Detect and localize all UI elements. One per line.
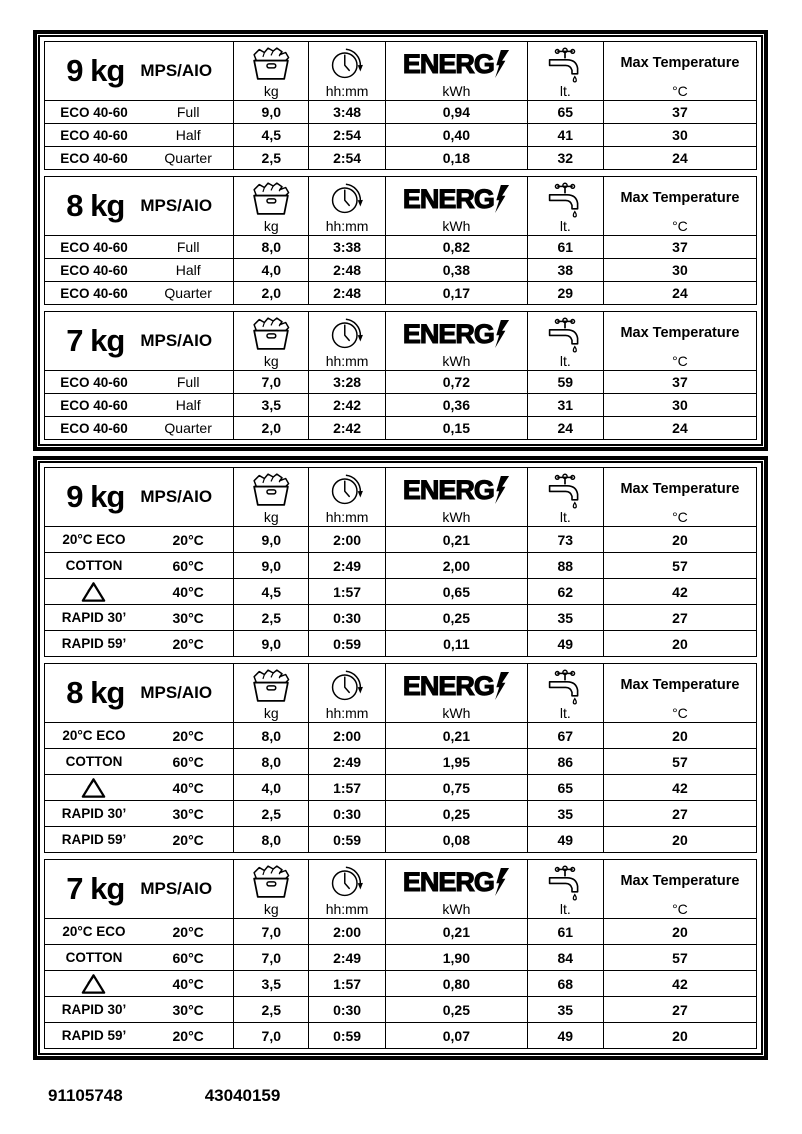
- time-value: 2:54: [309, 147, 386, 170]
- temp-unit-label: °C: [672, 218, 688, 234]
- energy-value: 1,95: [386, 749, 528, 775]
- water-unit-label: lt.: [559, 509, 571, 525]
- time-value: 2:49: [309, 749, 386, 775]
- footer-part-codes: [48, 1086, 280, 1106]
- energy-value: 0,21: [386, 723, 528, 749]
- water-value: 61: [527, 236, 603, 259]
- energy-logo: [403, 672, 510, 700]
- program-name: ECO 40-60: [60, 285, 128, 301]
- spec-table-7kg-eco: [44, 311, 757, 440]
- energy-value: 0,07: [386, 1023, 528, 1049]
- energy-unit-label: kWh: [442, 83, 471, 99]
- max-temperature-title: Max Temperature: [620, 676, 740, 693]
- temp-value: 27: [603, 997, 756, 1023]
- program-name: ECO 40-60: [60, 420, 128, 436]
- water-value: 35: [527, 801, 603, 827]
- time-unit-label: hh:mm: [325, 901, 369, 917]
- time-value: 2:48: [309, 259, 386, 282]
- temp-unit-label: °C: [672, 353, 688, 369]
- program-temperature: 20°C: [172, 1027, 204, 1044]
- water-unit-label: lt.: [559, 353, 571, 369]
- time-unit-label: hh:mm: [325, 353, 369, 369]
- water-unit-label: lt.: [559, 218, 571, 234]
- program-temperature: 40°C: [172, 583, 204, 600]
- energy-value: 0,21: [386, 527, 528, 553]
- energy-logo-text: ENERG: [402, 318, 494, 349]
- energy-lightning-bolt-icon: [495, 476, 510, 504]
- temp-value: 20: [603, 527, 756, 553]
- energy-logo-text: ENERG: [402, 183, 494, 214]
- water-value: 35: [527, 605, 603, 631]
- time-unit-label: hh:mm: [325, 218, 369, 234]
- program-name: ECO 40-60: [60, 374, 128, 390]
- table-row: [45, 775, 757, 801]
- clock-cycle-icon: [327, 469, 367, 509]
- table-row: [45, 749, 757, 775]
- load-value: 4,5: [234, 579, 309, 605]
- document-code-1: 91105748: [48, 1086, 123, 1105]
- program-name: RAPID 59’: [61, 636, 127, 651]
- energy-value: 0,15: [386, 417, 528, 440]
- energy-value: 0,72: [386, 371, 528, 394]
- program-name: COTTON: [65, 558, 123, 573]
- water-value: 84: [527, 945, 603, 971]
- time-value: 1:57: [309, 775, 386, 801]
- time-value: 0:59: [309, 631, 386, 657]
- energy-value: 0,36: [386, 394, 528, 417]
- triangle-wash-symbol-icon: [80, 972, 107, 996]
- table-row: [45, 282, 757, 305]
- energy-lightning-bolt-icon: [495, 50, 510, 78]
- program-name: ECO 40-60: [60, 150, 128, 166]
- energy-logo: [403, 476, 510, 504]
- table-row: [45, 259, 757, 282]
- water-value: 86: [527, 749, 603, 775]
- program-temperature: 20°C: [172, 635, 204, 652]
- temp-value: 27: [603, 605, 756, 631]
- water-tap-icon: [544, 667, 586, 705]
- load-value: 4,5: [234, 124, 309, 147]
- program-temperature: 60°C: [172, 753, 204, 770]
- energy-logo-text: ENERG: [402, 670, 494, 701]
- laundry-basket-icon: [249, 667, 293, 704]
- water-value: 29: [527, 282, 603, 305]
- program-name: 20°C ECO: [62, 728, 126, 743]
- program-temperature: 30°C: [172, 805, 204, 822]
- table-row: [45, 919, 757, 945]
- energy-value: 0,40: [386, 124, 528, 147]
- temp-value: 37: [603, 101, 756, 124]
- table-row: [45, 124, 757, 147]
- energy-unit-label: kWh: [442, 509, 471, 525]
- water-value: 88: [527, 553, 603, 579]
- load-value: 7,0: [234, 1023, 309, 1049]
- laundry-basket-icon: [249, 180, 293, 217]
- system-label: MPS/AIO: [140, 487, 213, 506]
- temp-value: 57: [603, 749, 756, 775]
- energy-value: 0,21: [386, 919, 528, 945]
- water-unit-label: lt.: [559, 901, 571, 917]
- program-temperature: 20°C: [172, 923, 204, 940]
- water-tap-icon: [544, 180, 586, 218]
- program-temperature: 40°C: [172, 779, 204, 796]
- section-header-row: [45, 860, 757, 919]
- program-temperature: 60°C: [172, 557, 204, 574]
- load-value: 9,0: [234, 101, 309, 124]
- program-variant: Quarter: [164, 285, 212, 301]
- energy-value: 0,18: [386, 147, 528, 170]
- temp-value: 20: [603, 919, 756, 945]
- time-value: 3:38: [309, 236, 386, 259]
- energy-value: 0,25: [386, 997, 528, 1023]
- table-row: [45, 801, 757, 827]
- triangle-wash-symbol-icon: [80, 580, 107, 604]
- table-row: [45, 553, 757, 579]
- load-value: 2,5: [234, 801, 309, 827]
- energy-logo: [403, 50, 510, 78]
- energy-value: 0,25: [386, 605, 528, 631]
- section-header-row: [45, 468, 757, 527]
- program-variant: Quarter: [164, 150, 212, 166]
- spec-table-7kg-programs: [44, 859, 757, 1049]
- spec-table-8kg-eco: [44, 176, 757, 305]
- temp-value: 24: [603, 147, 756, 170]
- water-unit-label: lt.: [559, 705, 571, 721]
- energy-value: 0,25: [386, 801, 528, 827]
- load-unit-label: kg: [263, 353, 279, 369]
- load-value: 9,0: [234, 553, 309, 579]
- time-value: 2:49: [309, 553, 386, 579]
- program-temperature: 20°C: [172, 531, 204, 548]
- table-row: [45, 371, 757, 394]
- program-variant: Full: [176, 104, 200, 120]
- temp-unit-label: °C: [672, 509, 688, 525]
- clock-cycle-icon: [327, 665, 367, 705]
- system-label: MPS/AIO: [140, 879, 213, 898]
- system-label: MPS/AIO: [140, 61, 213, 80]
- capacity-label: 8 kg: [66, 188, 125, 223]
- program-name: ECO 40-60: [60, 262, 128, 278]
- load-value: 9,0: [234, 631, 309, 657]
- water-value: 24: [527, 417, 603, 440]
- load-unit-label: kg: [263, 509, 279, 525]
- energy-lightning-bolt-icon: [495, 320, 510, 348]
- laundry-basket-icon: [249, 471, 293, 508]
- triangle-wash-symbol-icon: [80, 776, 107, 800]
- load-value: 8,0: [234, 827, 309, 853]
- time-unit-label: hh:mm: [325, 83, 369, 99]
- eco-programs-block: [33, 30, 768, 451]
- time-value: 2:49: [309, 945, 386, 971]
- table-row: [45, 723, 757, 749]
- temp-unit-label: °C: [672, 83, 688, 99]
- time-value: 2:42: [309, 394, 386, 417]
- table-row: [45, 945, 757, 971]
- load-value: 3,5: [234, 394, 309, 417]
- load-value: 8,0: [234, 749, 309, 775]
- temp-value: 42: [603, 971, 756, 997]
- energy-value: 0,94: [386, 101, 528, 124]
- time-value: 0:30: [309, 997, 386, 1023]
- water-tap-icon: [544, 315, 586, 353]
- load-value: 8,0: [234, 236, 309, 259]
- max-temperature-title: Max Temperature: [620, 189, 740, 206]
- temp-value: 42: [603, 775, 756, 801]
- load-value: 9,0: [234, 527, 309, 553]
- load-value: 2,5: [234, 997, 309, 1023]
- water-value: 65: [527, 775, 603, 801]
- max-temperature-title: Max Temperature: [620, 872, 740, 889]
- water-unit-label: lt.: [559, 83, 571, 99]
- program-name: 20°C ECO: [62, 532, 126, 547]
- table-row: [45, 236, 757, 259]
- load-value: 2,0: [234, 417, 309, 440]
- energy-unit-label: kWh: [442, 353, 471, 369]
- energy-value: 0,38: [386, 259, 528, 282]
- program-variant: Half: [175, 262, 201, 278]
- energy-logo-text: ENERG: [402, 866, 494, 897]
- clock-cycle-icon: [327, 43, 367, 83]
- time-value: 1:57: [309, 579, 386, 605]
- table-row: [45, 631, 757, 657]
- water-value: 49: [527, 1023, 603, 1049]
- time-value: 1:57: [309, 971, 386, 997]
- time-value: 2:00: [309, 723, 386, 749]
- temp-value: 42: [603, 579, 756, 605]
- program-name: RAPID 30’: [61, 610, 127, 625]
- energy-value: 0,75: [386, 775, 528, 801]
- section-header-row: [45, 177, 757, 236]
- water-value: 67: [527, 723, 603, 749]
- energy-logo-text: ENERG: [402, 48, 494, 79]
- section-header-row: [45, 664, 757, 723]
- program-name: RAPID 59’: [61, 832, 127, 847]
- energy-lightning-bolt-icon: [495, 672, 510, 700]
- time-value: 0:30: [309, 801, 386, 827]
- capacity-label: 7 kg: [66, 323, 125, 358]
- program-temperature: 20°C: [172, 831, 204, 848]
- program-variant: Half: [175, 127, 201, 143]
- water-tap-icon: [544, 471, 586, 509]
- load-unit-label: kg: [263, 83, 279, 99]
- energy-value: 1,90: [386, 945, 528, 971]
- temp-value: 20: [603, 827, 756, 853]
- program-name: ECO 40-60: [60, 127, 128, 143]
- capacity-label: 9 kg: [66, 479, 125, 514]
- max-temperature-title: Max Temperature: [620, 324, 740, 341]
- water-value: 49: [527, 827, 603, 853]
- other-programs-block: [33, 456, 768, 1060]
- program-temperature: 60°C: [172, 949, 204, 966]
- time-value: 3:48: [309, 101, 386, 124]
- time-value: 2:00: [309, 919, 386, 945]
- spec-table-8kg-programs: [44, 663, 757, 853]
- temp-value: 30: [603, 124, 756, 147]
- energy-value: 0,17: [386, 282, 528, 305]
- max-temperature-title: Max Temperature: [620, 480, 740, 497]
- section-header-row: [45, 42, 757, 101]
- system-label: MPS/AIO: [140, 196, 213, 215]
- temp-value: 24: [603, 417, 756, 440]
- system-label: MPS/AIO: [140, 331, 213, 350]
- water-value: 68: [527, 971, 603, 997]
- load-value: 2,5: [234, 147, 309, 170]
- clock-cycle-icon: [327, 313, 367, 353]
- table-row: [45, 605, 757, 631]
- laundry-basket-icon: [249, 315, 293, 352]
- water-value: 62: [527, 579, 603, 605]
- load-unit-label: kg: [263, 705, 279, 721]
- water-value: 65: [527, 101, 603, 124]
- section-header-row: [45, 312, 757, 371]
- temp-value: 57: [603, 553, 756, 579]
- time-value: 0:30: [309, 605, 386, 631]
- load-value: 7,0: [234, 371, 309, 394]
- table-row: [45, 147, 757, 170]
- table-row: [45, 394, 757, 417]
- table-row: [45, 579, 757, 605]
- load-unit-label: kg: [263, 218, 279, 234]
- energy-value: 2,00: [386, 553, 528, 579]
- capacity-label: 7 kg: [66, 871, 125, 906]
- program-variant: Half: [175, 397, 201, 413]
- time-unit-label: hh:mm: [325, 705, 369, 721]
- capacity-label: 9 kg: [66, 53, 125, 88]
- system-label: MPS/AIO: [140, 683, 213, 702]
- energy-logo: [403, 320, 510, 348]
- program-variant: Full: [176, 374, 200, 390]
- load-value: 2,5: [234, 605, 309, 631]
- program-name: RAPID 59’: [61, 1028, 127, 1043]
- program-name: ECO 40-60: [60, 239, 128, 255]
- energy-value: 0,11: [386, 631, 528, 657]
- time-value: 2:48: [309, 282, 386, 305]
- program-name: COTTON: [65, 754, 123, 769]
- energy-value: 0,80: [386, 971, 528, 997]
- time-value: 0:59: [309, 827, 386, 853]
- temp-value: 30: [603, 259, 756, 282]
- temp-value: 20: [603, 631, 756, 657]
- laundry-basket-icon: [249, 863, 293, 900]
- program-name: RAPID 30’: [61, 1002, 127, 1017]
- energy-logo: [403, 868, 510, 896]
- spec-table-9kg-eco: [44, 41, 757, 170]
- table-row: [45, 997, 757, 1023]
- table-row: [45, 827, 757, 853]
- temp-value: 20: [603, 723, 756, 749]
- load-value: 4,0: [234, 259, 309, 282]
- water-tap-icon: [544, 45, 586, 83]
- temp-unit-label: °C: [672, 705, 688, 721]
- water-value: 31: [527, 394, 603, 417]
- spec-table-9kg-programs: [44, 467, 757, 657]
- water-value: 41: [527, 124, 603, 147]
- clock-cycle-icon: [327, 178, 367, 218]
- program-name: COTTON: [65, 950, 123, 965]
- table-row: [45, 1023, 757, 1049]
- time-value: 2:54: [309, 124, 386, 147]
- load-value: 7,0: [234, 919, 309, 945]
- table-row: [45, 971, 757, 997]
- water-value: 73: [527, 527, 603, 553]
- load-value: 7,0: [234, 945, 309, 971]
- program-temperature: 20°C: [172, 727, 204, 744]
- load-unit-label: kg: [263, 901, 279, 917]
- time-value: 2:00: [309, 527, 386, 553]
- load-value: 4,0: [234, 775, 309, 801]
- load-value: 8,0: [234, 723, 309, 749]
- energy-logo: [403, 185, 510, 213]
- energy-value: 0,82: [386, 236, 528, 259]
- program-variant: Quarter: [164, 420, 212, 436]
- time-value: 2:42: [309, 417, 386, 440]
- capacity-label: 8 kg: [66, 675, 125, 710]
- water-value: 38: [527, 259, 603, 282]
- program-name: 20°C ECO: [62, 924, 126, 939]
- load-value: 2,0: [234, 282, 309, 305]
- energy-unit-label: kWh: [442, 218, 471, 234]
- energy-lightning-bolt-icon: [495, 868, 510, 896]
- temp-value: 24: [603, 282, 756, 305]
- temp-value: 30: [603, 394, 756, 417]
- clock-cycle-icon: [327, 861, 367, 901]
- temp-value: 20: [603, 1023, 756, 1049]
- temp-value: 37: [603, 371, 756, 394]
- energy-unit-label: kWh: [442, 901, 471, 917]
- energy-lightning-bolt-icon: [495, 185, 510, 213]
- time-unit-label: hh:mm: [325, 509, 369, 525]
- temp-unit-label: °C: [672, 901, 688, 917]
- laundry-basket-icon: [249, 45, 293, 82]
- table-row: [45, 101, 757, 124]
- program-variant: Full: [176, 239, 200, 255]
- program-temperature: 30°C: [172, 1001, 204, 1018]
- table-row: [45, 527, 757, 553]
- water-value: 59: [527, 371, 603, 394]
- max-temperature-title: Max Temperature: [620, 54, 740, 71]
- table-row: [45, 417, 757, 440]
- energy-value: 0,08: [386, 827, 528, 853]
- document-code-2: 43040159: [204, 1086, 281, 1105]
- program-name: RAPID 30’: [61, 806, 127, 821]
- water-tap-icon: [544, 863, 586, 901]
- water-value: 32: [527, 147, 603, 170]
- temp-value: 27: [603, 801, 756, 827]
- energy-logo-text: ENERG: [402, 474, 494, 505]
- water-value: 35: [527, 997, 603, 1023]
- time-value: 0:59: [309, 1023, 386, 1049]
- program-temperature: 30°C: [172, 609, 204, 626]
- energy-value: 0,65: [386, 579, 528, 605]
- load-value: 3,5: [234, 971, 309, 997]
- time-value: 3:28: [309, 371, 386, 394]
- water-value: 61: [527, 919, 603, 945]
- program-name: ECO 40-60: [60, 104, 128, 120]
- program-temperature: 40°C: [172, 975, 204, 992]
- temp-value: 57: [603, 945, 756, 971]
- energy-unit-label: kWh: [442, 705, 471, 721]
- water-value: 49: [527, 631, 603, 657]
- temp-value: 37: [603, 236, 756, 259]
- program-name: ECO 40-60: [60, 397, 128, 413]
